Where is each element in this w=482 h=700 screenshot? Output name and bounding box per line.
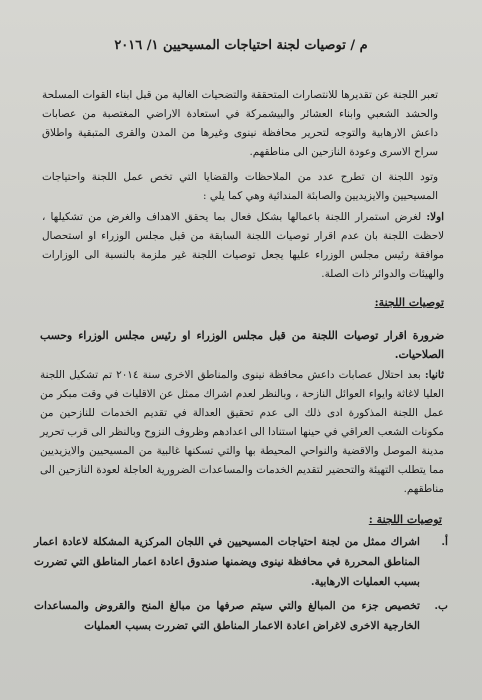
item-b-text: تخصيص جزء من المبالغ والتي سيتم صرفها من مبالغ المنح والقروض والمساعدات الخارجية الاخرى لاغراض اعادة الاعمار المناطق التي تضررت بسبب العمليات — [34, 600, 420, 632]
recommendations-heading-1: توصيات اللجنة: — [374, 296, 444, 309]
second-text: بعد احتلال عصابات داعش محافظة نينوى والمناطق الاخرى سنة ٢٠١٤ تم تشكيل اللجنة العليا لاغاثة وايواء العوائل النازحة ، وبالنظر لعدم اشراك ممثل عن الاقليات في وقت مبكر من عمل اللجنة المذكورة ادى ذلك الى عدم تحقيق العدالة في تقديم الخدمات للنازحين من مكونات الشعب العراقي في حينها استنادا الى اعدادهم وظروف النزوح وبالنظر الى قرب تحرير مدينة الموصل والاقضية والنواحي المحيطة بها والتي تسكنها غالبية من المسيحيين والايزيديين مما يتطلب التهيئة والتحضير لتقديم الخدمات والمساعدات الضرورية العاجلة لعودة النازحين الى مناطقهم. — [40, 369, 444, 495]
recommendation-item-b — [34, 596, 448, 636]
second-paragraph — [40, 366, 444, 499]
first-paragraph — [42, 208, 444, 284]
item-a-text: اشراك ممثل من لجنة احتياجات المسيحيين في اللجان المركزية المشكلة لاعادة اعمار المناطق المحررة في محافظة نينوى ويضمنها صندوق اعادة اعمار المناطق التي تضررت بسبب العمليات الارهابية. — [34, 536, 420, 588]
first-label: اولا: — [426, 211, 444, 223]
recommendation-1: ضرورة اقرار توصيات اللجنة من قبل مجلس الوزراء او رئيس مجلس الوزراء وحسب الصلاحيات. — [40, 329, 444, 361]
document-title: م / توصيات لجنة احتياجات المسيحيين ١/ ٢٠١٦ — [114, 38, 368, 53]
intro-paragraph: تعبر اللجنة عن تقديرها للانتصارات المتحققة والتضحيات الغالية من قبل ابناء القوات المسلحة والحشد الشعبي وابناء العشائر والبيشمركة في استعادة الاراضي المغتصبة من عصابات داعش الارهابية والتوجه لتحرير محافظة نينوى وغيرها من المدن والقرى المتبقية واطلاق سراح الاسرى وعودة النازحين الى مناطقهم. — [42, 89, 438, 158]
recommendation-item-a — [34, 532, 448, 592]
item-b-number: ب. — [434, 600, 448, 612]
recommendations-heading-2: توصيات اللجنة : — [368, 513, 442, 526]
first-text: لغرض استمرار اللجنة باعمالها بشكل فعال بما يحقق الاهداف والغرض من تشكيلها ، لاحظت اللجنة بان عدم اقرار توصيات اللجنة السابقة من قبل مجلس الوزراء او استحصال موافقة رئيس مجلس الوزراء عليها يجعل توصيات اللجنة غير ملزمة بالنسبة الى الوزارات والهيئات والدوائر ذات الصلة. — [42, 211, 445, 280]
item-a-number: أ. — [441, 536, 448, 548]
second-label: ثانيا: — [424, 369, 444, 381]
notes-paragraph: وتود اللجنة ان تطرح عدد من الملاحظات والقضايا التي تخص عمل اللجنة واحتياجات المسيحيين والايزيديين والصابئة المندائية وهي كما يلي : — [42, 171, 438, 202]
